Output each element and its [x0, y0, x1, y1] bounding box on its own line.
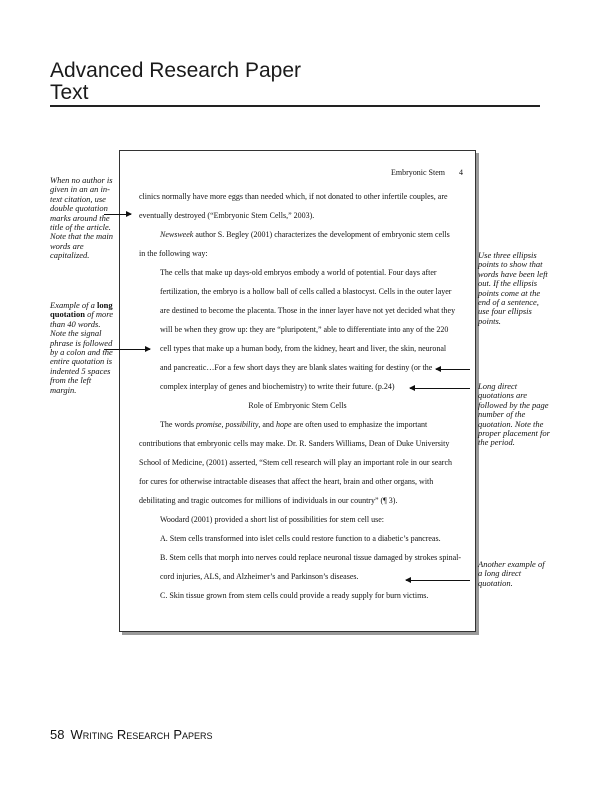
page-title: [50, 60, 530, 104]
paper-line: clinics normally have more eggs than needed which, if not donated to other infertile couples, are: [139, 192, 448, 201]
footer-book-title: Writing Research Papers: [70, 727, 213, 742]
paper-line: for cures for otherwise intractable diseases that affect the heart, brain and other organs, with: [139, 477, 434, 486]
arrow-right-icon: [104, 349, 150, 350]
paper-line: Woodard (2001) provided a short list of possibilities for stem cell use:: [160, 515, 384, 524]
page-title-line2: Text: [50, 81, 89, 104]
annotation-page-number: Long direct quotations are followed by the page number of the quotation. Note the proper placement for the period.: [478, 381, 550, 448]
running-head-page-number: 4: [459, 168, 463, 177]
block-quote-line: and pancreatic…For a few short days they are blank slates waiting for destiny (or the: [160, 363, 433, 372]
magazine-name: Newsweek: [160, 230, 194, 239]
list-item: A. Stem cells transformed into islet cells could restore function to a diabetic’s pancreas.: [160, 534, 441, 543]
annotation-ellipsis: Use three ellipsis points to show that words have been left out. If the ellipsis points come at the end of a sentence, use four ellipsis points.: [478, 250, 548, 326]
block-quote-line: The cells that make up days-old embryos embody a world of potential. Four days after: [160, 268, 437, 277]
arrow-left-icon: [410, 388, 470, 389]
page-title-line1: Advanced Research Paper: [50, 59, 301, 82]
page-footer: [50, 727, 213, 742]
arrow-right-icon: [104, 214, 131, 215]
block-quote-line: are destined to become the placenta. Those in the inner layer have not yet decided what they: [160, 306, 456, 315]
arrow-left-icon: [436, 369, 470, 370]
title-rule: [50, 105, 540, 107]
block-quote-line: fertilization, the embryo is a hollow ball of cells called a blastocyst. Cells in the outer layer: [160, 287, 452, 296]
paper-line: eventually destroyed (“Embryonic Stem Cells,” 2003).: [139, 211, 315, 220]
block-quote-line: will be when they grow up: they are “pluripotent,” able to differentiate into any of the 220: [160, 325, 449, 334]
paper-line: The words promise, possibility, and hope are often used to emphasize the important: [160, 420, 428, 429]
footer-page-number: 58: [50, 727, 65, 742]
paper-line: School of Medicine, (2001) asserted, “Stem cell research will play an important role in our search: [139, 458, 453, 467]
block-quote-line: complex interplay of genes and biochemistry) to write their future. (p.24): [160, 382, 395, 391]
paper-line: in the following way:: [139, 249, 208, 258]
section-heading: Role of Embryonic Stem Cells: [248, 401, 347, 410]
sample-paper-page: [119, 150, 476, 632]
running-head: [120, 168, 463, 177]
paper-line: Newsweek author S. Begley (2001) characterizes the development of embryonic stem cells: [160, 230, 450, 239]
block-quote-line: cell types that make up a human body, from the kidney, heart and liver, the skin, neuronal: [160, 344, 447, 353]
paper-line: debilitating and tragic outcomes for millions of individuals in our country” (¶ 3).: [139, 496, 398, 505]
annotation-long-quotation-example: Another example of a long direct quotation.: [478, 559, 545, 588]
list-item: B. Stem cells that morph into nerves could replace neuronal tissue damaged by strokes spinal-: [160, 553, 462, 562]
running-head-title: Embryonic Stem: [391, 168, 445, 177]
list-item: C. Skin tissue grown from stem cells could provide a ready supply for burn victims.: [160, 591, 429, 600]
paper-line: contributions that embryonic cells may make. Dr. R. Sanders Williams, Dean of Duke University: [139, 439, 450, 448]
list-item-continued: cord injuries, ALS, and Alzheimer’s and Parkinson’s diseases.: [160, 572, 359, 581]
annotation-no-author-citation: When no author is given in an an in-text citation, use double quotation marks around the title of the article. Note that the main words are capitalized.: [50, 175, 114, 261]
arrow-left-icon: [406, 580, 470, 581]
annotation-long-quotation: Example of a long quotation of more than 40 words. Note the signal phrase is followed by a colon and the entire quotation is indented 5 spaces from the left margin.: [50, 300, 113, 395]
